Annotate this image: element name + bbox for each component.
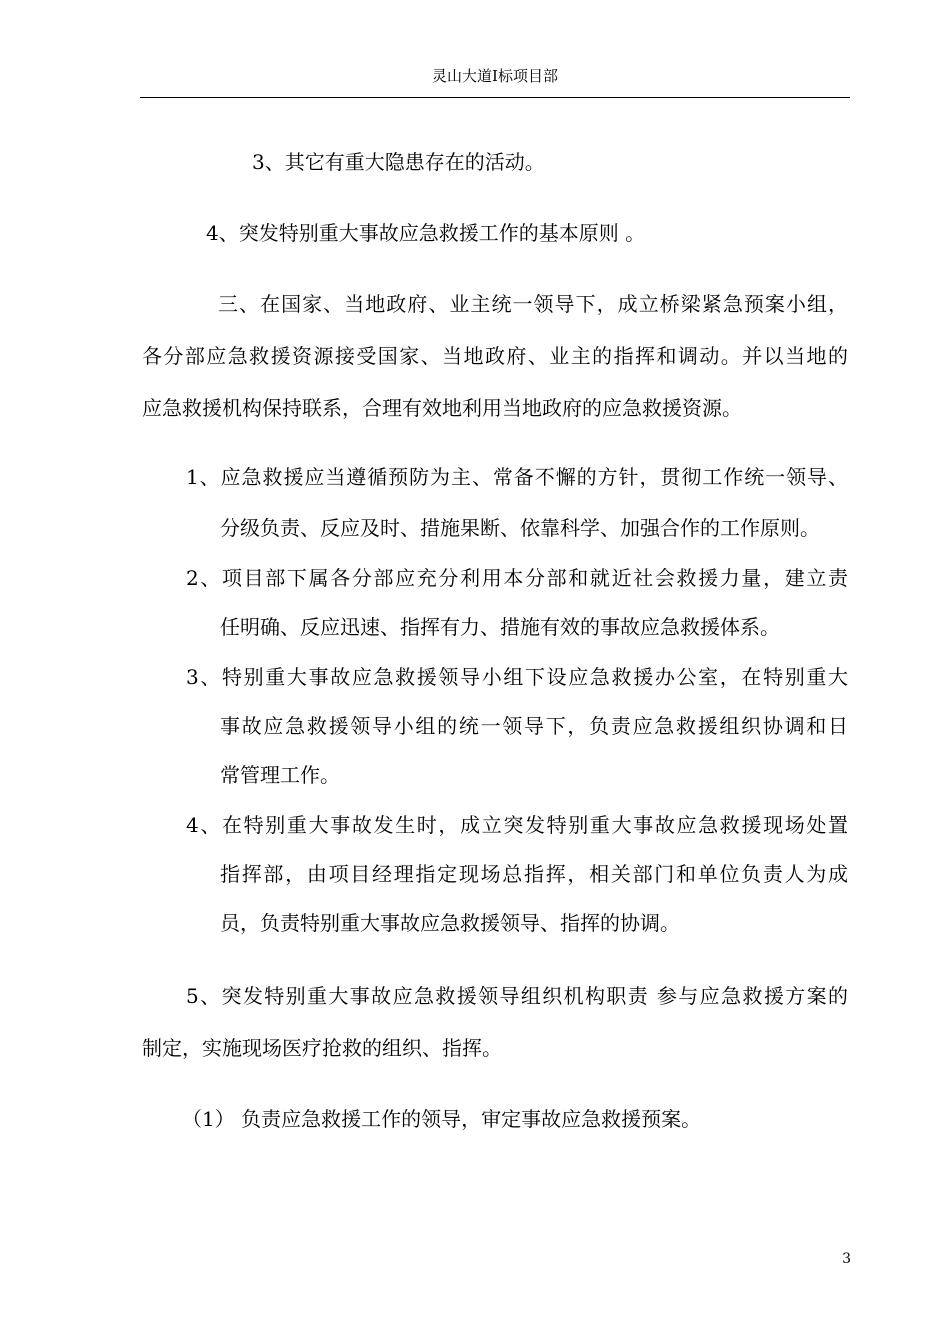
list-item-1-line-2: 分级负责、反应及时、措施果断、依靠科学、加强合作的工作原则。 [220, 516, 820, 540]
paragraph-basic-principles-heading: 4、突发特别重大事故应急救援工作的基本原则 。 [206, 221, 646, 245]
paragraph-organization-duties-line-1: 5、突发特别重大事故应急救援领导组织机构职责 参与应急救援方案的 [186, 984, 848, 1008]
list-item-4-line-3: 员，负责特别重大事故应急救援领导、指挥的协调。 [220, 911, 680, 935]
list-item-2-line-2: 任明确、反应迅速、指挥有力、措施有效的事故应急救援体系。 [220, 615, 780, 639]
paragraph-responsibility-1: （1） 负责应急救援工作的领导，审定事故应急救援预案。 [182, 1107, 702, 1131]
header-rule [140, 97, 850, 98]
list-item-4-line-2: 指挥部，由项目经理指定现场总指挥，相关部门和单位负责人为成 [220, 862, 848, 886]
paragraph-unified-leadership-line-2: 各分部应急救援资源接受国家、当地政府、业主的指挥和调动。并以当地的 [142, 344, 848, 368]
list-item-3-line-3: 常管理工作。 [220, 763, 340, 787]
paragraph-unified-leadership-line-1: 三、在国家、当地政府、业主统一领导下，成立桥梁紧急预案小组， [218, 292, 848, 316]
list-item-4-line-1: 4、在特别重大事故发生时，成立突发特别重大事故应急救援现场处置 [186, 813, 848, 837]
paragraph-hazard-activities: 3、其它有重大隐患存在的活动。 [252, 150, 545, 174]
paragraph-unified-leadership-line-3: 应急救援机构保持联系，合理有效地利用当地政府的应急救援资源。 [142, 396, 742, 420]
paragraph-organization-duties-line-2: 制定，实施现场医疗抢救的组织、指挥。 [142, 1036, 502, 1060]
list-item-1-line-1: 1、应急救援应当遵循预防为主、常备不懈的方针，贯彻工作统一领导、 [186, 465, 848, 489]
list-item-2-line-1: 2、项目部下属各分部应充分利用本分部和就近社会救援力量，建立责 [186, 566, 848, 590]
list-item-3-line-2: 事故应急救援领导小组的统一领导下，负责应急救援组织协调和日 [220, 714, 848, 738]
page-header-title: 灵山大道Ⅰ标项目部 [432, 67, 558, 85]
list-item-3-line-1: 3、特别重大事故应急救援领导小组下设应急救援办公室，在特别重大 [186, 665, 848, 689]
page-number: 3 [842, 1251, 851, 1267]
